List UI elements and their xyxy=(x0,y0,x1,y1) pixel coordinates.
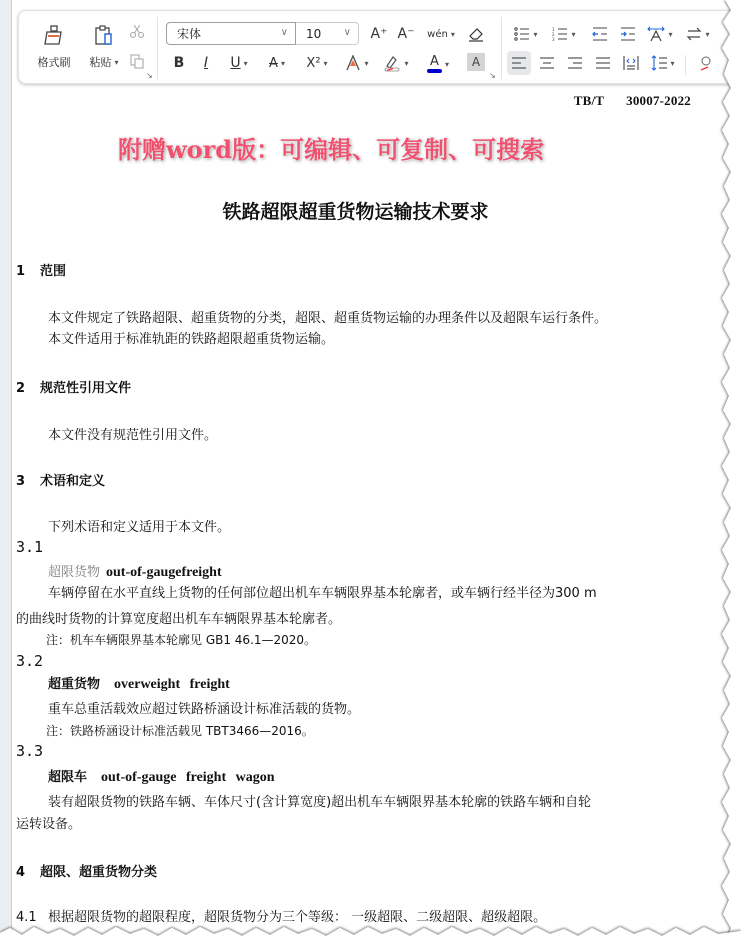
text-effect-button[interactable]: ▾ xyxy=(342,53,372,73)
decrease-indent-icon xyxy=(592,27,608,41)
definition: 车辆停留在水平直线上货物的任何部位超出机车车辆限界基本轮廓者，或车辆行经半径为300 m xyxy=(48,586,597,601)
clipboard-dialog-launcher[interactable]: ↘ xyxy=(146,71,153,80)
note: 注：铁路桥涵设计标准活载见 TBT3466—2016。 xyxy=(46,724,314,738)
shrink-font-icon: A⁻ xyxy=(397,26,415,42)
definition-continued: 的曲线时货物的计算宽度超出机车车辆限界基本轮廓者。 xyxy=(16,612,342,627)
text-effect-icon xyxy=(345,55,361,71)
chevron-down-icon: ∨ xyxy=(280,27,288,38)
torn-edge-bottom xyxy=(0,925,741,947)
character-shading-icon: A xyxy=(471,55,481,69)
highlighter-icon xyxy=(383,54,401,72)
definition: 装有超限货物的铁路车辆、车体尺寸(含计算宽度)超出机车车辆限界基本轮廓的铁路车辆和自轮 xyxy=(48,795,592,810)
text-direction-button[interactable]: ▾ xyxy=(683,23,713,45)
underline-button[interactable]: U ▾ xyxy=(230,55,248,71)
group-separator xyxy=(501,17,502,79)
align-right-icon xyxy=(568,57,582,69)
term-heading: 超重货物 overweight freight xyxy=(48,677,230,692)
phonetic-guide-icon: wén xyxy=(427,28,448,40)
italic-icon: I xyxy=(203,55,209,71)
styles-button[interactable] xyxy=(695,53,717,75)
italic-button[interactable] xyxy=(196,53,216,73)
distributed-align-icon xyxy=(623,56,639,70)
term-heading: 超限货物 out-of-gaugefreight xyxy=(48,565,222,580)
svg-text:2: 2 xyxy=(552,32,556,37)
cut-button[interactable] xyxy=(127,21,147,41)
paste-dropdown-caret[interactable]: ▾ xyxy=(114,57,119,67)
definition-continued: 运转设备。 xyxy=(16,817,82,832)
strikethrough-button[interactable]: A ▾ xyxy=(269,55,285,71)
underline-icon: U xyxy=(230,55,241,71)
group-separator xyxy=(157,17,158,79)
bullet-list-button[interactable]: ▾ xyxy=(511,23,541,45)
character-spacing-button[interactable]: ▾ xyxy=(645,23,675,45)
align-left-icon xyxy=(512,57,526,69)
text-direction-icon xyxy=(686,27,702,41)
bold-button[interactable] xyxy=(169,53,189,73)
font-size-value: 10 xyxy=(306,26,322,41)
copy-icon xyxy=(129,53,145,69)
paint-brush-icon xyxy=(698,56,714,72)
term-heading: 超限车 out-of-gauge freight wagon xyxy=(48,770,275,785)
character-shading-button[interactable] xyxy=(467,53,485,71)
justify-button[interactable] xyxy=(591,51,615,75)
align-center-icon xyxy=(540,57,554,69)
document-title: 铁路超限超重货物运输技术要求 xyxy=(222,201,489,223)
font-dialog-launcher[interactable]: ↘ xyxy=(489,71,496,80)
paste-button[interactable] xyxy=(81,17,127,77)
align-right-button[interactable] xyxy=(563,51,587,75)
justify-icon xyxy=(596,57,610,69)
font-color-icon: A xyxy=(427,55,442,73)
standard-code-number: 30007-2022 xyxy=(626,93,691,108)
section-heading-2: 2 规范性引用文件 xyxy=(16,381,132,396)
numbered-list-button[interactable]: 1 2 3 ▾ xyxy=(552,27,576,41)
clause: 4.1 根据超限货物的超限程度，超限货物分为三个等级： 一级超限、二级超限、超级超限。 xyxy=(16,910,547,925)
superscript-button[interactable]: X² ▾ xyxy=(306,55,328,71)
eraser-icon xyxy=(467,25,485,43)
scissors-icon xyxy=(129,23,145,39)
svg-text:1: 1 xyxy=(552,27,556,32)
paragraph: 下列术语和定义适用于本文件。 xyxy=(48,520,231,535)
svg-text:3: 3 xyxy=(552,37,556,41)
character-spacing-icon xyxy=(647,26,665,42)
paragraph: 本文件没有规范性引用文件。 xyxy=(48,428,218,443)
format-painter-button[interactable] xyxy=(29,17,79,77)
chevron-down-icon: ∨ xyxy=(343,27,351,38)
clause-number: 3.3 xyxy=(16,742,44,760)
standard-code-prefix: TB/T xyxy=(573,93,605,108)
increase-indent-icon xyxy=(620,27,636,41)
shrink-font-button[interactable] xyxy=(395,23,417,45)
line-spacing-button[interactable]: ▾ xyxy=(647,51,679,75)
copy-button[interactable] xyxy=(127,51,147,71)
section-heading-3: 3 术语和定义 xyxy=(16,474,106,489)
line-spacing-icon xyxy=(651,55,667,71)
bold-icon: B xyxy=(173,55,185,71)
group-separator xyxy=(685,55,686,75)
font-color-button[interactable]: A ▾ xyxy=(421,53,455,75)
clear-formatting-button[interactable] xyxy=(465,23,487,45)
decrease-indent-button[interactable] xyxy=(589,23,611,45)
paste-icon xyxy=(93,24,115,46)
paragraph: 本文件适用于标准轨距的铁路超限超重货物运输。 xyxy=(48,332,335,347)
home-ribbon-toolbar xyxy=(18,10,741,84)
definition: 重车总重活载效应超过铁路桥涵设计标准活载的货物。 xyxy=(48,702,361,717)
promo-banner: 附赠word版：可编辑、可复制、可搜索 xyxy=(118,135,545,164)
format-painter-label: 格式刷 xyxy=(37,56,71,69)
paragraph: 本文件规定了铁路超限、超重货物的分类，超限、超重货物运输的办理条件以及超限车运行条件。 xyxy=(48,311,608,326)
clipboard-group xyxy=(19,11,154,85)
section-heading-4: 4 超限、超重货物分类 xyxy=(16,865,158,880)
superscript-icon: X² xyxy=(306,55,321,71)
strikethrough-icon: A xyxy=(269,55,278,71)
grow-font-icon: A⁺ xyxy=(370,26,388,42)
clause-number: 3.2 xyxy=(16,652,44,670)
distributed-align-button[interactable] xyxy=(619,51,643,75)
increase-indent-button[interactable] xyxy=(617,23,639,45)
grow-font-button[interactable] xyxy=(368,23,390,45)
phonetic-guide-button[interactable]: wén ▾ xyxy=(427,28,455,40)
highlight-button[interactable]: ▾ xyxy=(379,53,413,73)
section-heading-1: 1 范围 xyxy=(16,264,67,279)
format-painter-icon xyxy=(43,24,65,46)
font-name-value: 宋体 xyxy=(177,27,202,41)
torn-edge-right xyxy=(719,0,741,947)
bullet-list-icon xyxy=(514,27,530,41)
align-center-button[interactable] xyxy=(535,51,559,75)
font-name-select[interactable] xyxy=(166,22,296,45)
font-size-select[interactable] xyxy=(296,22,359,45)
align-left-button[interactable] xyxy=(507,51,531,75)
numbered-list-icon xyxy=(552,27,568,41)
clause-number: 3.1 xyxy=(16,538,44,556)
paste-label: 粘贴 xyxy=(89,56,112,69)
left-margin-strip xyxy=(0,0,12,947)
note: 注：机车车辆限界基本轮廓见 GB1 46.1—2020。 xyxy=(46,633,317,647)
standard-code xyxy=(574,93,691,109)
